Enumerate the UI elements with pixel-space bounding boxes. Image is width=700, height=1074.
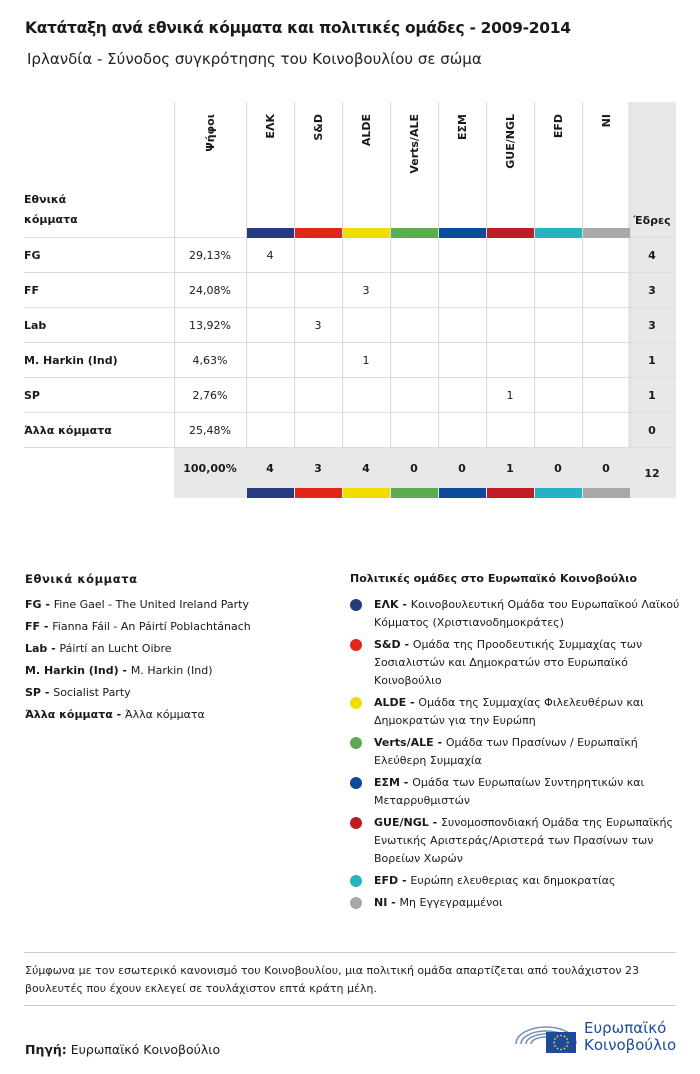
- total-group-cell: 0: [458, 461, 466, 475]
- seat-count-cell: [246, 343, 294, 378]
- groups-legend-abbr: ALDE -: [374, 696, 419, 709]
- group-header: EFD: [551, 114, 565, 139]
- group-color-bar-top: [391, 228, 438, 238]
- source-line: [25, 1042, 220, 1057]
- seat-count-cell: [438, 273, 486, 308]
- seat-count-cell: [294, 378, 342, 413]
- groups-legend-abbr: ΕΣΜ -: [374, 776, 413, 789]
- source-value: Ευρωπαϊκό Κοινοβούλιο: [70, 1042, 221, 1057]
- seats-header: Έδρες: [633, 214, 671, 227]
- seat-count-cell: [390, 238, 438, 273]
- group-color-bar-bottom: [391, 488, 438, 498]
- groups-legend-name: Ομάδα των Πρασίνων / Ευρωπαϊκή Ελεύθερη Συμμαχία: [374, 736, 638, 767]
- page-title: Κατάταξη ανά εθνικά κόμματα και πολιτικές ομάδες - 2009-2014: [25, 19, 571, 37]
- seat-count-cell: 3: [314, 319, 322, 332]
- seat-count-cell: [582, 308, 630, 343]
- votes-cell: 4,63%: [192, 354, 228, 367]
- national-legend-name: M. Harkin (Ind): [130, 664, 213, 677]
- seat-count-cell: [534, 238, 582, 273]
- national-legend-abbr: Άλλα κόμματα -: [25, 708, 125, 721]
- group-color-dot-icon: [350, 599, 362, 611]
- groups-legend-name: Ομάδα της Συμμαχίας Φιλελευθέρων και Δημοκρατών για την Ευρώπη: [374, 696, 644, 727]
- source-label: Πηγή:: [25, 1042, 67, 1057]
- eu-star-icon: [564, 1036, 566, 1038]
- groups-legend-abbr: S&D -: [374, 638, 413, 651]
- seat-count-cell: 3: [362, 284, 370, 297]
- seat-count-cell: [246, 308, 294, 343]
- seat-count-cell: [390, 343, 438, 378]
- group-color-dot-icon: [350, 897, 362, 909]
- seat-count-cell: [486, 343, 534, 378]
- seat-count-cell: [294, 343, 342, 378]
- eu-star-icon: [566, 1038, 568, 1040]
- seat-count-cell: 1: [506, 389, 514, 402]
- seat-count-cell: [342, 308, 390, 343]
- groups-legend-abbr: GUE/NGL -: [374, 816, 441, 829]
- national-legend-abbr: FF -: [25, 620, 53, 633]
- seats-total-cell: 1: [648, 354, 656, 367]
- seat-count-cell: [390, 378, 438, 413]
- groups-legend-name: Κοινοβουλευτική Ομάδα του Ευρωπαϊκού Λαϊκού Κόμματος (Χριστιανοδημοκράτες): [374, 598, 680, 629]
- national-legend-item: [25, 642, 172, 655]
- group-color-bar-top: [583, 228, 630, 238]
- groups-legend-abbr: EFD -: [374, 874, 411, 887]
- seats-total-cell: 3: [648, 284, 656, 297]
- group-header: NI: [599, 114, 613, 128]
- total-group-cell: 3: [314, 461, 322, 475]
- national-legend-name: Fianna Fáil - An Páirtí Poblachtánach: [52, 620, 251, 633]
- group-color-bar-bottom: [439, 488, 486, 498]
- group-color-bar-bottom: [343, 488, 390, 498]
- group-header: ALDE: [359, 114, 373, 147]
- group-color-bar-bottom: [583, 488, 630, 498]
- total-group-cell: 0: [554, 461, 562, 475]
- group-color-dot-icon: [350, 639, 362, 651]
- seat-count-cell: 1: [362, 354, 370, 367]
- seat-count-cell: [342, 238, 390, 273]
- group-color-dot-icon: [350, 777, 362, 789]
- seats-total-cell: 1: [648, 389, 656, 402]
- group-color-dot-icon: [350, 737, 362, 749]
- page-subtitle: Ιρλανδία - Σύνοδος συγκρότησης του Κοινοβουλίου σε σώμα: [27, 50, 482, 68]
- logo-text-line2: Κοινοβούλιο: [584, 1036, 677, 1054]
- party-name: SP: [24, 389, 40, 402]
- eu-star-icon: [553, 1042, 555, 1044]
- seat-count-cell: [582, 413, 630, 448]
- party-name: FG: [24, 249, 41, 262]
- seat-count-cell: [342, 378, 390, 413]
- total-group-cell: 0: [410, 461, 418, 475]
- group-color-bar-bottom: [295, 488, 342, 498]
- total-group-cell: 4: [266, 461, 274, 475]
- national-legend-name: Fine Gael - The United Ireland Party: [53, 598, 250, 611]
- seat-count-cell: [534, 273, 582, 308]
- eu-star-icon: [560, 1049, 562, 1051]
- seat-count-cell: [246, 378, 294, 413]
- total-group-cell: 4: [362, 461, 370, 475]
- seat-count-cell: [246, 413, 294, 448]
- group-color-dot-icon: [350, 875, 362, 887]
- group-color-bar-top: [295, 228, 342, 238]
- seat-count-cell: [294, 273, 342, 308]
- group-color-bar-top: [343, 228, 390, 238]
- seats-total-cell: 4: [648, 249, 656, 262]
- total-group-cell: 1: [506, 461, 514, 475]
- national-legend-title: Εθνικά κόμματα: [25, 572, 138, 586]
- logo-text-line1: Ευρωπαϊκό: [584, 1019, 667, 1037]
- group-color-dot-icon: [350, 817, 362, 829]
- seat-count-cell: [294, 238, 342, 273]
- groups-legend-name: Ομάδα της Προοδευτικής Συμμαχίας των Σοσιαλιστών και Δημοκρατών στο Ευρωπαϊκό Κοινοβούλιο: [374, 638, 643, 687]
- seat-count-cell: [486, 273, 534, 308]
- seat-count-cell: [438, 343, 486, 378]
- eu-star-icon: [564, 1048, 566, 1050]
- seat-count-cell: [534, 378, 582, 413]
- group-color-dot-icon: [350, 697, 362, 709]
- seat-count-cell: [438, 413, 486, 448]
- votes-cell: 13,92%: [189, 319, 231, 332]
- seats-total-cell: 3: [648, 319, 656, 332]
- group-color-bar-top: [487, 228, 534, 238]
- group-header: GUE/NGL: [503, 114, 517, 169]
- party-name: M. Harkin (Ind): [24, 354, 118, 367]
- groups-legend-name: Ευρώπη ελευθεριας και δημοκρατίας: [410, 874, 616, 887]
- footnote: Σύμφωνα με τον εσωτερικό κανονισμό του Κοινοβουλίου, μια πολιτική ομάδα απαρτίζεται από τουλάχιστον 23 βουλευτές που έχουν εκλεγεί σε τουλάχιστον επτά κράτη μέλη.: [25, 964, 639, 995]
- groups-legend-name: Μη Εγγεγραμμένοι: [399, 896, 503, 909]
- seat-count-cell: [438, 238, 486, 273]
- seat-count-cell: [582, 273, 630, 308]
- total-group-cell: 0: [602, 461, 610, 475]
- seat-count-cell: [438, 308, 486, 343]
- national-legend-item: [25, 598, 249, 611]
- eu-star-icon: [554, 1045, 556, 1047]
- party-name: Lab: [24, 319, 47, 332]
- groups-legend-abbr: NI -: [374, 896, 400, 909]
- national-legend-abbr: SP -: [25, 686, 54, 699]
- votes-header: Ψήφοι: [203, 114, 217, 152]
- eu-star-icon: [557, 1048, 559, 1050]
- national-parties-header-line2: κόμματα: [24, 213, 78, 226]
- national-legend-abbr: Lab -: [25, 642, 60, 655]
- seat-count-cell: [582, 343, 630, 378]
- seat-count-cell: [486, 238, 534, 273]
- votes-cell: 29,13%: [189, 249, 231, 262]
- national-legend-item: [25, 686, 131, 699]
- national-legend-name: Socialist Party: [53, 686, 131, 699]
- votes-cell: 2,76%: [192, 389, 228, 402]
- seat-count-cell: [582, 378, 630, 413]
- seat-count-cell: [390, 413, 438, 448]
- national-parties-header-line1: Εθνικά: [24, 193, 67, 206]
- group-color-bar-top: [439, 228, 486, 238]
- seat-count-cell: [534, 308, 582, 343]
- seat-count-cell: [294, 413, 342, 448]
- groups-legend-abbr: ΕΛΚ -: [374, 598, 411, 611]
- eu-star-icon: [560, 1035, 562, 1037]
- seat-count-cell: 4: [266, 249, 274, 262]
- groups-legend-name: Ομάδα των Ευρωπαίων Συντηρητικών και Μεταρρυθμιστών: [374, 776, 645, 807]
- seat-count-cell: [390, 273, 438, 308]
- seat-count-cell: [534, 343, 582, 378]
- group-header: ΕΛΚ: [263, 114, 277, 139]
- seat-count-cell: [246, 273, 294, 308]
- seat-count-cell: [534, 413, 582, 448]
- group-color-bar-bottom: [487, 488, 534, 498]
- seat-count-cell: [486, 308, 534, 343]
- seat-count-cell: [438, 378, 486, 413]
- group-header: ΕΣΜ: [455, 114, 469, 140]
- group-header: Verts/ALE: [407, 114, 421, 174]
- group-color-bar-bottom: [535, 488, 582, 498]
- national-legend-name: Άλλα κόμματα: [125, 708, 205, 721]
- seats-total-cell: 0: [648, 424, 656, 437]
- footer-divider-bottom: [24, 1005, 676, 1006]
- eu-star-icon: [566, 1045, 568, 1047]
- national-legend-abbr: M. Harkin (Ind) -: [25, 664, 131, 677]
- groups-legend-title: Πολιτικές ομάδες στο Ευρωπαϊκό Κοινοβούλιο: [350, 572, 638, 585]
- seat-count-cell: [342, 413, 390, 448]
- eu-star-icon: [567, 1042, 569, 1044]
- seat-count-cell: [390, 308, 438, 343]
- national-legend-abbr: FG -: [25, 598, 54, 611]
- eu-star-icon: [554, 1038, 556, 1040]
- party-name: FF: [24, 284, 40, 297]
- group-color-bar-bottom: [247, 488, 294, 498]
- national-legend-item: [25, 620, 251, 633]
- groups-legend-abbr: Verts/ALE -: [374, 736, 446, 749]
- eu-star-icon: [557, 1036, 559, 1038]
- party-name: Άλλα κόμματα: [24, 424, 112, 437]
- footer-divider-top: [24, 952, 676, 953]
- seat-count-cell: [582, 238, 630, 273]
- national-parties-header: [24, 190, 78, 230]
- group-color-bar-top: [535, 228, 582, 238]
- total-votes-cell: 100,00%: [183, 461, 237, 475]
- results-table: [24, 102, 676, 498]
- national-legend-item: [25, 664, 213, 677]
- national-legend-item: [25, 708, 205, 721]
- seat-count-cell: [486, 413, 534, 448]
- groups-legend-name: Συνομοσπονδιακή Ομάδα της Ευρωπαϊκής Ενωτικής Αριστεράς/Αριστερά των Πρασίνων των Βορείων Χωρών: [374, 816, 673, 865]
- votes-cell: 25,48%: [189, 424, 231, 437]
- national-legend-name: Páirtí an Lucht Oibre: [59, 642, 172, 655]
- group-color-bar-top: [247, 228, 294, 238]
- votes-cell: 24,08%: [189, 284, 231, 297]
- total-seats-cell: 12: [644, 466, 660, 480]
- group-header: S&D: [311, 114, 325, 141]
- logo-text: [584, 1020, 676, 1054]
